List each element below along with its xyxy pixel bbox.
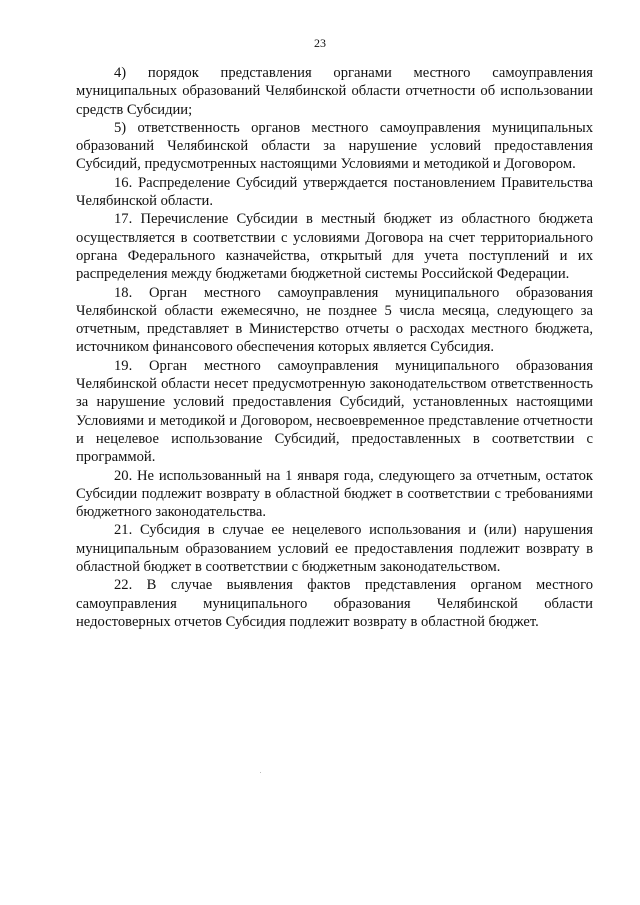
paragraph-item-5: 5) ответственность органов местного самоуправления муниципальных образований Челябинской области за нарушение условий предоставления Субсидий, предусмотренных настоящими Условиями и методикой и Договором. xyxy=(76,119,593,173)
paragraph-22: 22. В случае выявления фактов представления органом местного самоуправления муниципального образования Челябинской области недостоверных отчетов Субсидия подлежит возврату в областной бюджет. xyxy=(76,577,593,630)
paragraph-17: 17. Перечисление Субсидии в местный бюджет из областного бюджета осуществляется в соответствии с условиями Договора на счет территориального органа Федерального казначейства, открытый для учета поступлений и их распределения между бюджетами бюджетной системы Российской Федерации. xyxy=(76,211,593,283)
scan-speck xyxy=(260,772,261,773)
paragraph-item-4: 4) порядок представления органами местного самоуправления муниципальных образований Челябинской области отчетности об использовании средств Субсидии; xyxy=(76,65,593,118)
paragraph-21: 21. Субсидия в случае ее нецелевого использования и (или) нарушения муниципальным образованием условий ее предоставления подлежит возврату в областной бюджет в соответствии с бюджетным законодательством. xyxy=(76,522,593,576)
paragraph-20: 20. Не использованный на 1 января года, следующего за отчетным, остаток Субсидии подлежит возврату в областной бюджет в соответствии с требованиями бюджетного законодательства. xyxy=(76,467,593,521)
document-body xyxy=(76,64,593,631)
page-number: 23 xyxy=(314,36,326,50)
paragraph-19: 19. Орган местного самоуправления муниципального образования Челябинской области несет предусмотренную законодательством ответственность за нарушение условий предоставления Субсидий, установленных настоящими Условиями и методикой и Договором, несвоевременное представление отчетности и нецелевое использование Субсидий, предоставленных в соответствии с программой. xyxy=(76,357,593,466)
paragraph-16: 16. Распределение Субсидий утверждается постановлением Правительства Челябинской области. xyxy=(76,174,593,210)
paragraph-18: 18. Орган местного самоуправления муниципального образования Челябинской области ежемесячно, не позднее 5 числа месяца, следующего за отчетным, представляет в Министерство отчеты о расходах местного бюджета, источником финансового обеспечения которых является Субсидия. xyxy=(76,284,593,356)
